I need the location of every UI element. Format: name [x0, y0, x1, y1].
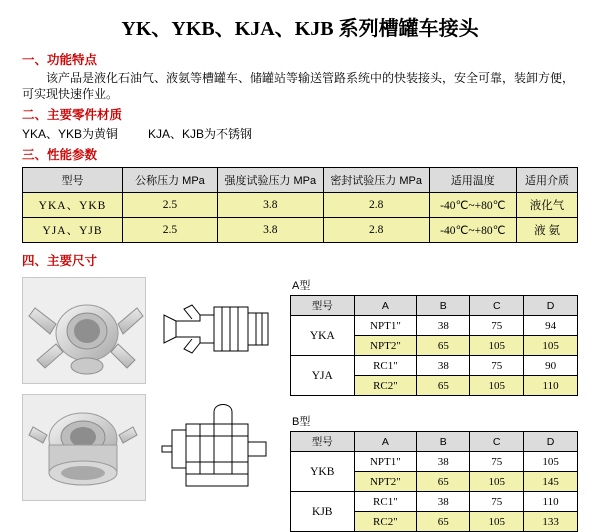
- dim-b-r2-c: 75: [470, 492, 524, 512]
- dim-a-r1-c: 105: [470, 336, 524, 356]
- table-row: [291, 492, 578, 512]
- dim-b-model-ykb: YKB: [291, 452, 355, 492]
- section-heading-features: 一、功能特点: [22, 53, 98, 67]
- dim-a-r0-c: 75: [470, 316, 524, 336]
- table-row: [291, 452, 578, 472]
- perf-row1-seal: 2.8: [323, 218, 429, 243]
- perf-row1-model: YJA、YJB: [23, 218, 123, 243]
- dim-b-header-c: C: [470, 432, 524, 452]
- dim-b-r3-d: 133: [524, 512, 578, 532]
- coupling-drawing-b: [156, 394, 284, 499]
- dim-b-r2-b: 38: [417, 492, 470, 512]
- dim-b-r0-b: 38: [417, 452, 470, 472]
- dim-b-r2-a: RC1": [354, 492, 417, 512]
- table-header-row: [291, 296, 578, 316]
- dim-a-header-a: A: [354, 296, 417, 316]
- dim-a-r1-a: NPT2": [354, 336, 417, 356]
- table-row: [291, 316, 578, 336]
- tables-spacer: [290, 396, 578, 413]
- dim-a-r2-c: 75: [470, 356, 524, 376]
- image-row-a: [22, 277, 284, 384]
- dim-a-r3-c: 105: [470, 376, 524, 396]
- dim-b-r3-c: 105: [470, 512, 524, 532]
- dim-b-r2-d: 110: [524, 492, 578, 512]
- perf-row0-model: YKA、YKB: [23, 193, 123, 218]
- table-label-b: B型: [292, 416, 311, 428]
- dim-a-model-yja: YJA: [291, 356, 355, 396]
- section-heading-performance: 三、性能参数: [22, 148, 98, 162]
- perf-header-temperature: 适用温度: [429, 168, 516, 193]
- features-paragraph: 该产品是液化石油气、液氨等槽罐车、储罐站等输送管路系统中的快装接头，安全可靠，装卸方便，可实现快速作业。: [22, 71, 575, 101]
- table-row: [23, 218, 578, 243]
- dim-a-header-c: C: [470, 296, 524, 316]
- perf-header-model: 型号: [23, 168, 123, 193]
- dim-b-r0-d: 105: [524, 452, 578, 472]
- perf-row0-nominal: 2.5: [123, 193, 218, 218]
- perf-row0-strength: 3.8: [217, 193, 323, 218]
- materials-text-a: YKA、YKB为黄铜: [22, 127, 119, 141]
- dim-a-header-d: D: [524, 296, 578, 316]
- perf-header-nominal-pressure: 公称压力 MPa: [123, 168, 218, 193]
- dimension-tables-column: [290, 277, 578, 532]
- dim-b-r3-b: 65: [417, 512, 470, 532]
- dim-b-r1-c: 105: [470, 472, 524, 492]
- dim-a-r0-a: NPT1": [354, 316, 417, 336]
- performance-table-wrapper: [22, 167, 578, 243]
- dim-a-r2-a: RC1": [354, 356, 417, 376]
- materials-line: [22, 125, 600, 142]
- performance-table: [22, 167, 578, 243]
- perf-row0-seal: 2.8: [323, 193, 429, 218]
- dim-a-header-b: B: [417, 296, 470, 316]
- table-header-row: [291, 432, 578, 452]
- perf-row0-medium: 液化气: [517, 193, 578, 218]
- dim-b-model-kjb: KJB: [291, 492, 355, 532]
- perf-row1-nominal: 2.5: [123, 218, 218, 243]
- coupling-photo-a: [22, 277, 146, 384]
- table-row: [23, 193, 578, 218]
- section-heading-materials: 二、主要零件材质: [22, 108, 123, 122]
- perf-row0-temp: -40℃~+80℃: [429, 193, 516, 218]
- image-row-b: [22, 394, 284, 501]
- perf-header-strength-test-pressure: 强度试验压力 MPa: [217, 168, 323, 193]
- dim-b-header-a: A: [354, 432, 417, 452]
- dim-b-r1-a: NPT2": [354, 472, 417, 492]
- table-row: [291, 356, 578, 376]
- images-column: [22, 277, 284, 511]
- dim-a-model-yka: YKA: [291, 316, 355, 356]
- dim-b-r1-d: 145: [524, 472, 578, 492]
- dim-b-header-d: D: [524, 432, 578, 452]
- perf-row1-medium: 液 氨: [517, 218, 578, 243]
- dim-a-r2-b: 38: [417, 356, 470, 376]
- dim-a-r3-d: 110: [524, 376, 578, 396]
- coupling-drawing-a: [156, 277, 284, 382]
- dimension-table-b: [290, 431, 578, 532]
- dim-b-r0-a: NPT1": [354, 452, 417, 472]
- dim-a-r0-d: 94: [524, 316, 578, 336]
- page-title: YK、YKB、KJA、KJB 系列槽罐车接头: [121, 18, 479, 40]
- dim-a-r2-d: 90: [524, 356, 578, 376]
- dim-b-r0-c: 75: [470, 452, 524, 472]
- table-header-row: [23, 168, 578, 193]
- coupling-photo-b: [22, 394, 146, 501]
- table-label-a: A型: [292, 280, 311, 292]
- dim-a-r0-b: 38: [417, 316, 470, 336]
- dim-a-r1-b: 65: [417, 336, 470, 356]
- dimensions-section: [0, 277, 600, 527]
- materials-text-b: KJA、KJB为不锈钢: [148, 127, 253, 141]
- dim-a-r3-a: RC2": [354, 376, 417, 396]
- section-heading-dimensions: 四、主要尺寸: [22, 254, 98, 268]
- perf-row1-strength: 3.8: [217, 218, 323, 243]
- dim-a-header-model: 型号: [291, 296, 355, 316]
- perf-row1-temp: -40℃~+80℃: [429, 218, 516, 243]
- dim-a-r3-b: 65: [417, 376, 470, 396]
- dim-a-r1-d: 105: [524, 336, 578, 356]
- dim-b-header-model: 型号: [291, 432, 355, 452]
- dimension-table-a: [290, 295, 578, 396]
- perf-header-medium: 适用介质: [517, 168, 578, 193]
- dim-b-header-b: B: [417, 432, 470, 452]
- dim-b-r1-b: 65: [417, 472, 470, 492]
- dim-b-r3-a: RC2": [354, 512, 417, 532]
- perf-header-seal-test-pressure: 密封试验压力 MPa: [323, 168, 429, 193]
